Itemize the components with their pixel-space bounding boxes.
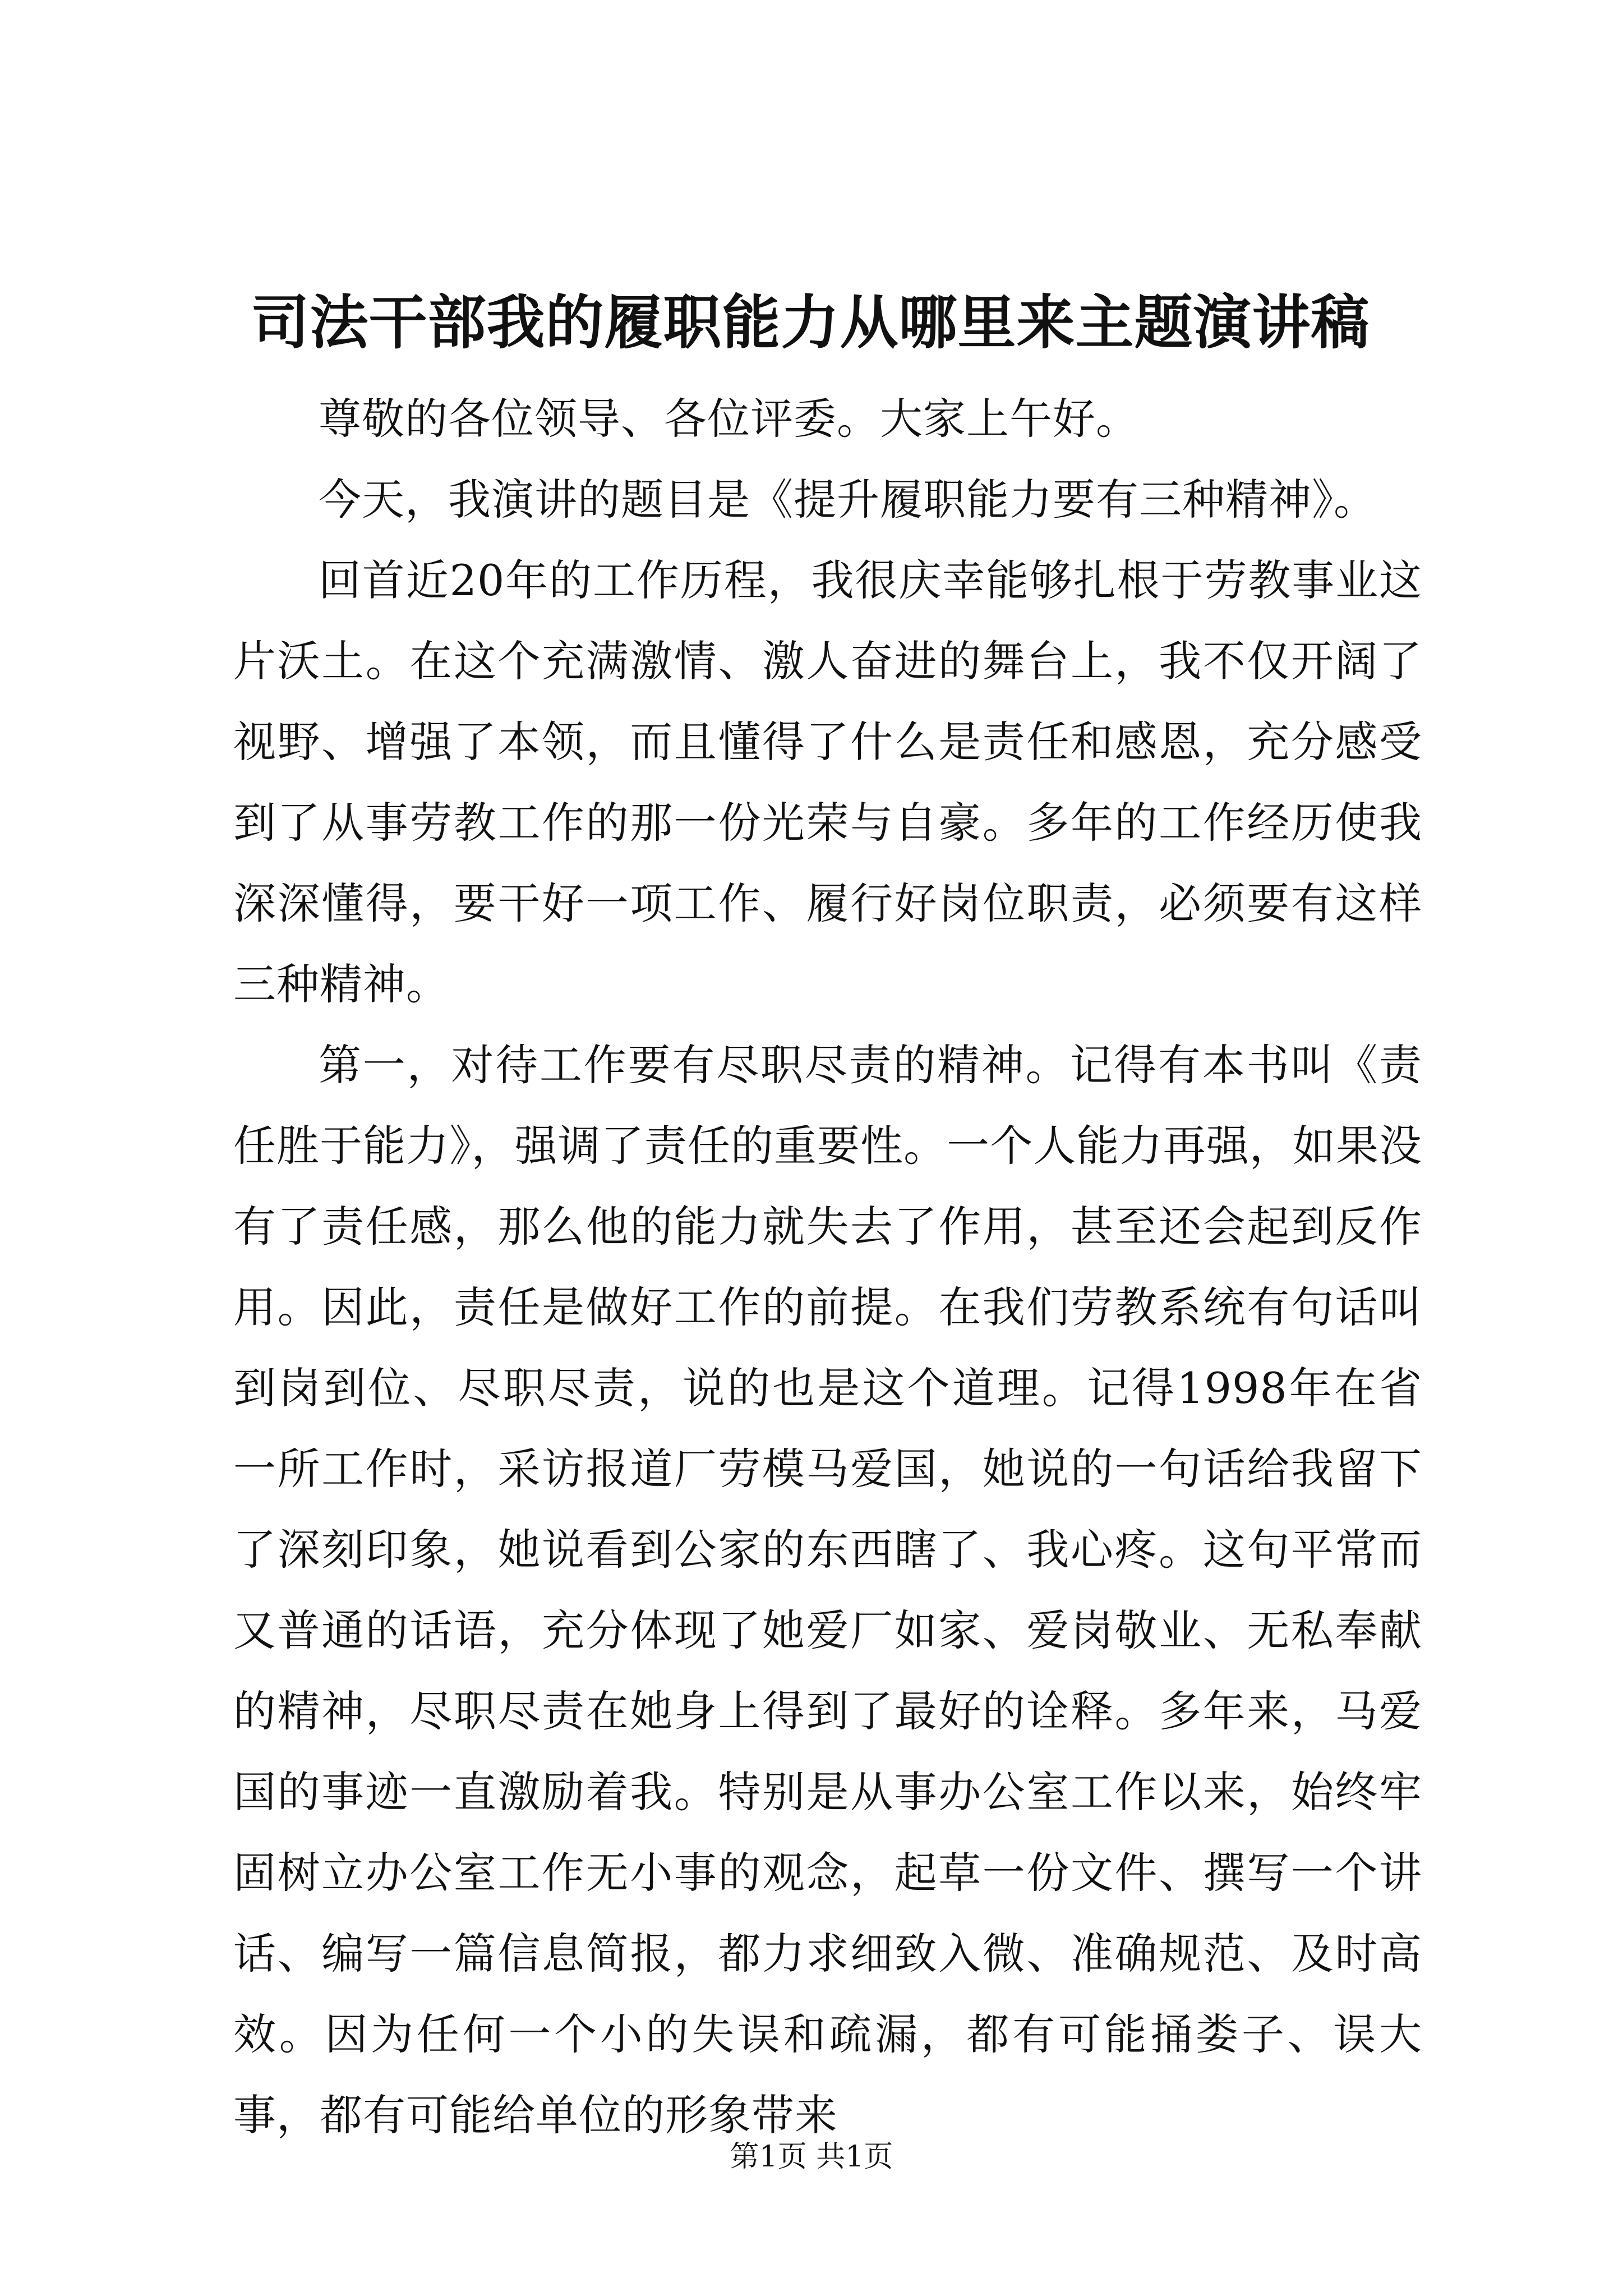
paragraph-greeting: 尊敬的各位领导、各位评委。大家上午好。: [319, 394, 1139, 444]
document-body: [233, 379, 1422, 2156]
paragraph-topic: 今天，我演讲的题目是《提升履职能力要有三种精神》。: [319, 475, 1377, 524]
page-footer: 第1页 共1页: [730, 2140, 893, 2174]
paragraph-first-spirit: 第一，对待工作要有尽职尽责的精神。记得有本书叫《责任胜于能力》，强调了责任的重要性。一个人能力再强，如果没有了责任感，那么他的能力就失去了作用，甚至还会起到反作用。因此，责任是做好工作的前提。在我们劳教系统有句话叫到岗到位、尽职尽责，说的也是这个道理。记得1998年在省一所工作时，采访报道厂劳模马爱国，她说的一句话给我留下了深刻印象，她说看到公家的东西瞎了、我心疼。这句平常而又普通的话语，充分体现了她爱厂如家、爱岗敬业、无私奉献的精神，尽职尽责在她身上得到了最好的诠释。多年来，马爱国的事迹一直激励着我。特别是从事办公室工作以来，始终牢固树立办公室工作无小事的观念，起草一份文件、撰写一个讲话、编写一篇信息简报，都力求细致入微、准确规范、及时高效。因为任何一个小的失误和疏漏，都有可能捅娄子、误大事，都有可能给单位的形象带来: [233, 1040, 1422, 2140]
paragraph-introduction: 回首近20年的工作历程，我很庆幸能够扎根于劳教事业这片沃土。在这个充满激情、激人奋进的舞台上，我不仅开阔了视野、增强了本领，而且懂得了什么是责任和感恩，充分感受到了从事劳教工作的那一份光荣与自豪。多年的工作经历使我深深懂得，要干好一项工作、履行好岗位职责，必须要有这样三种精神。: [233, 555, 1422, 1009]
document-title: 司法干部我的履职能力从哪里来主题演讲稿: [251, 288, 1370, 357]
